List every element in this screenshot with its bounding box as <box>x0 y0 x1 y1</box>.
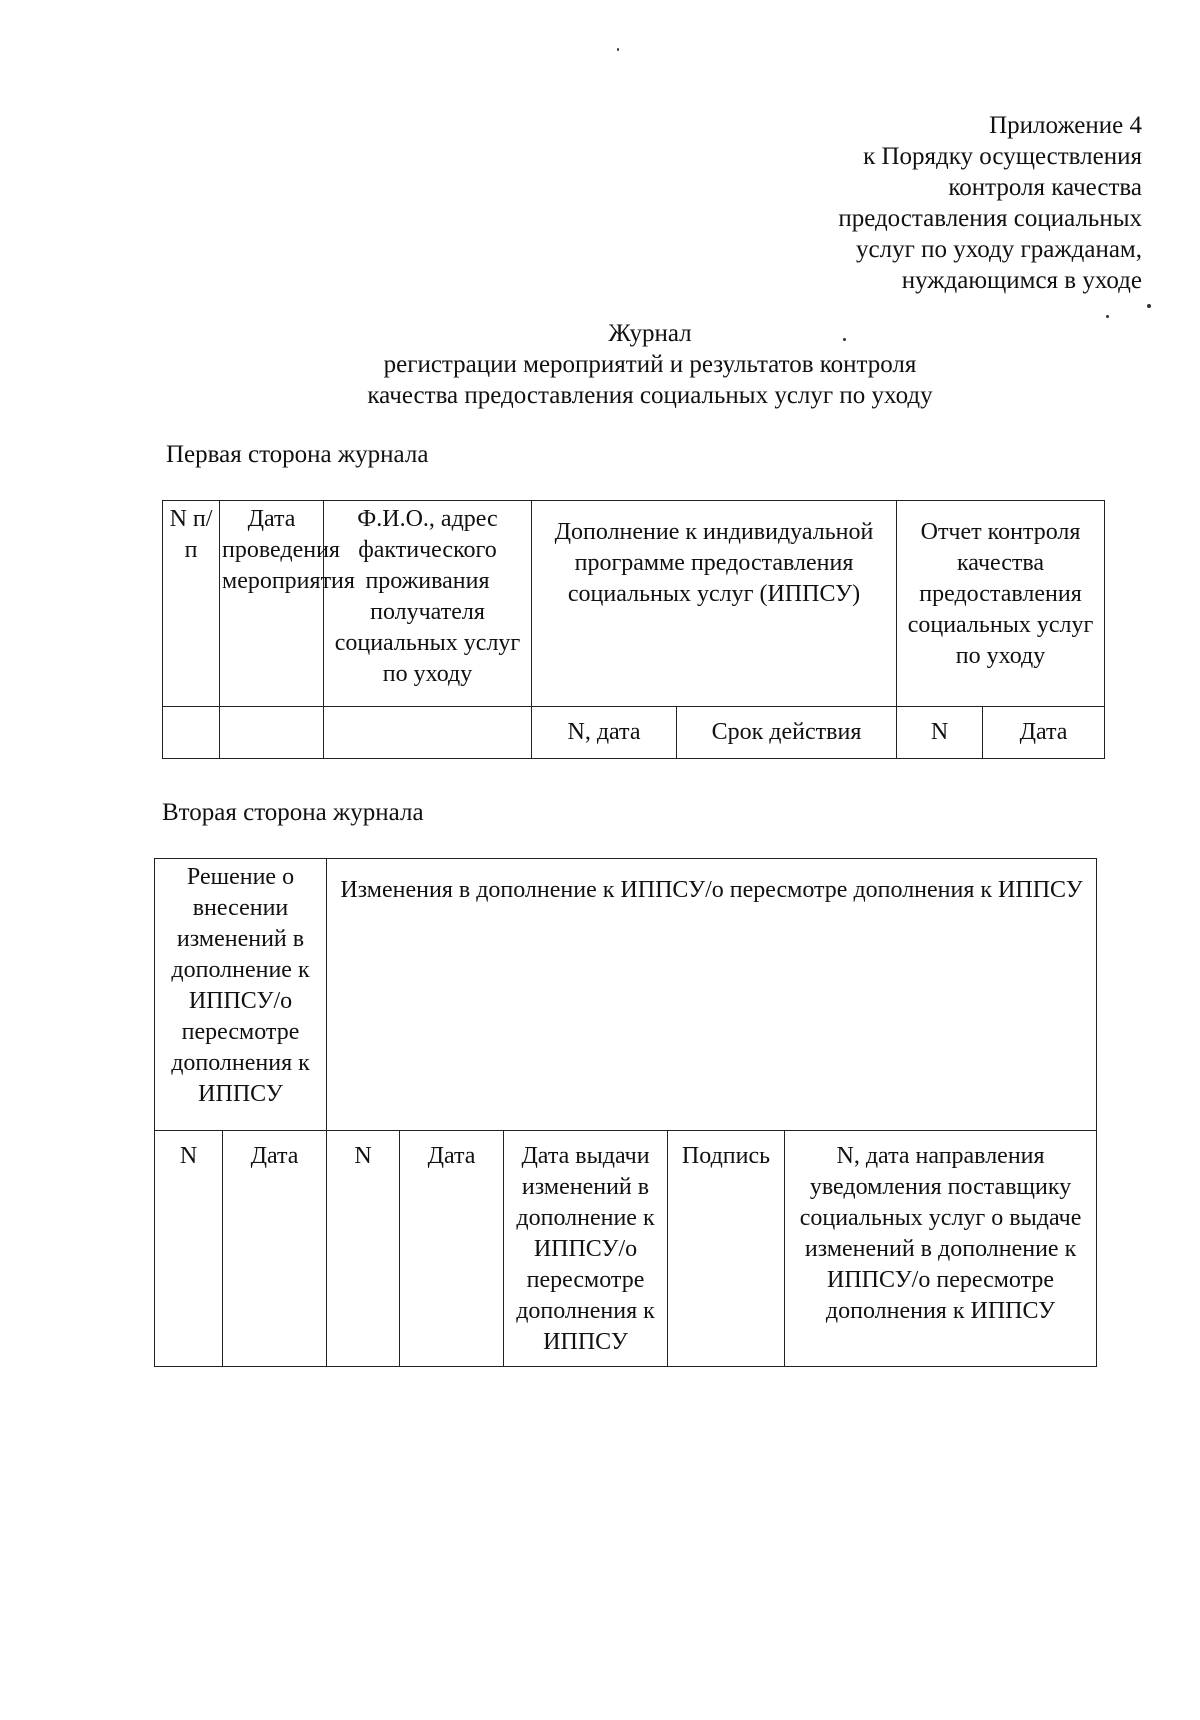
journal-title: Журнал <box>608 320 692 347</box>
table-subheader-row <box>155 1131 1097 1367</box>
appendix-line: нуждающимся в уходе <box>901 267 1142 294</box>
appendix-line: контроля качества <box>948 174 1142 201</box>
journal-subtitle-line: регистрации мероприятий и результатов контроля <box>383 351 917 378</box>
appendix-line: предоставления социальных <box>838 205 1142 232</box>
second-side-table <box>154 858 1097 1367</box>
appendix-line: к Порядку осуществления <box>863 143 1142 170</box>
appendix-reference <box>838 110 1142 296</box>
header-cell-changes: Изменения в дополнение к ИППСУ/о пересмотре дополнения к ИППСУ <box>327 859 1097 1131</box>
scan-speck <box>1147 304 1151 308</box>
scan-speck <box>1106 315 1109 318</box>
table-subheader-row <box>163 707 1105 759</box>
subheader-cell-change-number: N <box>327 1131 400 1367</box>
scan-speck <box>843 338 846 341</box>
subheader-cell-issue-date: Дата выдачи изменений в дополнение к ИППСУ/о пересмотре дополнения к ИППСУ <box>504 1131 668 1367</box>
subheader-cell-report-date: Дата <box>983 707 1105 759</box>
header-cell-event-date: Дата проведения мероприятия <box>220 501 324 707</box>
subheader-cell-decision-date: Дата <box>223 1131 327 1367</box>
empty-cell <box>163 707 220 759</box>
second-side-label: Вторая сторона журнала <box>162 799 424 826</box>
header-cell-recipient: Ф.И.О., адрес фактического проживания получателя социальных услуг по уходу <box>324 501 532 707</box>
table-header-row <box>155 859 1097 1131</box>
empty-cell <box>220 707 324 759</box>
subheader-cell-notification: N, дата направления уведомления поставщику социальных услуг о выдаче изменений в дополнение к ИППСУ/о пересмотре дополнения к ИППСУ <box>785 1131 1097 1367</box>
subheader-cell-change-date: Дата <box>400 1131 504 1367</box>
header-cell-decision: Решение о внесении изменений в дополнение к ИППСУ/о пересмотре дополнения к ИППСУ <box>155 859 327 1131</box>
header-cell-number: N п/п <box>163 501 220 707</box>
empty-cell <box>324 707 532 759</box>
subheader-cell-validity: Срок действия <box>677 707 897 759</box>
header-cell-control-report: Отчет контроля качества предоставления социальных услуг по уходу <box>897 501 1105 707</box>
subheader-cell-num-date: N, дата <box>532 707 677 759</box>
first-side-label: Первая сторона журнала <box>166 441 429 468</box>
journal-title-block <box>300 318 1000 411</box>
scan-speck <box>617 48 619 51</box>
subheader-cell-signature: Подпись <box>668 1131 785 1367</box>
table-header-row <box>163 501 1105 707</box>
subheader-cell-report-number: N <box>897 707 983 759</box>
journal-subtitle-line: качества предоставления социальных услуг по уходу <box>367 382 933 409</box>
first-side-table <box>162 500 1105 759</box>
appendix-line: услуг по уходу гражданам, <box>856 236 1142 263</box>
appendix-line: Приложение 4 <box>989 112 1142 139</box>
subheader-cell-decision-number: N <box>155 1131 223 1367</box>
header-cell-ippsu-supplement: Дополнение к индивидуальной программе предоставления социальных услуг (ИППСУ) <box>532 501 897 707</box>
